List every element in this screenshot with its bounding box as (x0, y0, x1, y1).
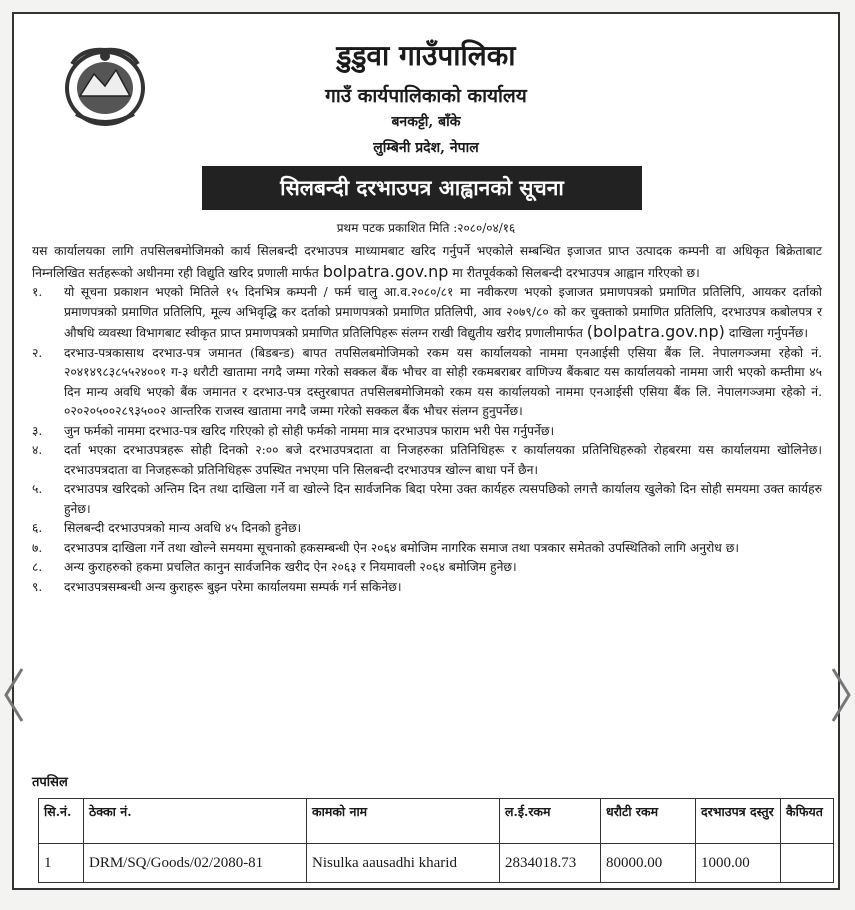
column-header: दरभाउपत्र दस्तुर (696, 799, 781, 844)
item-number: ४. (32, 443, 43, 457)
item-text: दरभाउपत्रसम्बन्धी अन्य कुराहरू बुझ्न परेमा कार्यालयमा सम्पर्क गर्न सकिनेछ। (64, 579, 402, 594)
table-cell: DRM/SQ/Goods/02/2080-81 (84, 844, 307, 883)
list-item (32, 344, 822, 422)
office-location: बनकट्टी, बाँके (391, 114, 461, 130)
municipality-title: डुडुवा गाउँपालिका (336, 39, 516, 72)
schedule-title: तपसिल (32, 775, 68, 790)
item-number: ६. (32, 521, 43, 535)
column-header: सि.नं. (39, 799, 84, 844)
item-text: जुन फर्मको नाममा दरभाउ-पत्र खरिद गरिएको हो सोही फर्मको नाममा मात्र दरभाउपत्र फाराम भरी पेस गर्नुपर्नेछ। (64, 423, 555, 438)
item-number: ५. (32, 482, 43, 496)
list-item (32, 519, 822, 539)
province-country: लुम्बिनी प्रदेश, नेपाल (373, 140, 479, 156)
table-cell (781, 844, 834, 883)
table-row (39, 844, 834, 883)
list-item (32, 422, 822, 442)
list-item (32, 441, 822, 480)
bolpatra-link[interactable]: bolpatra.gov.np (322, 261, 449, 281)
item-number: ९. (32, 579, 43, 594)
intro-text: यस कार्यालयका लागि तपसिलबमोजिमको कार्य सिलबन्दी दरभाउपत्र माध्यामबाट खरिद गर्नुपर्ने भएकोले सम्बन्धित इजाजत प्राप्त उत्पादक कम्पनी वा अधिकृत बिक्रेताबाट निम्नलिखित सर्तहरूको अधीनमा रही विद्युति खरिद प्रणाली मार्फत (32, 244, 822, 280)
item-text: दरभाउपत्र खरिदको अन्तिम दिन तथा दाखिला गर्ने वा खोल्ने दिन सार्वजनिक बिदा परेमा उक्त कार्यहरु त्यसपछिको लगत्तै कार्यालय खुलेको दिन सोही समयमा उक्त कार्यहरु हुनेछ। (64, 482, 822, 516)
list-item (32, 283, 822, 344)
item-text: दर्ता भएका दरभाउपत्रहरू सोही दिनको २:०० बजे दरभाउपत्रदाता वा निजहरुका प्रतिनिधिहरू र कार्यालयका प्रतिनिधिहरुको रोहबरमा यस कार्यालयमा खोलिनेछ। दरभाउपत्रदाता वा निजहरूको प्रतिनिधिहरू उपस्थित नभएमा पनि सिलबन्दी दरभाउपत्र खोल्न बाधा पर्ने छैन। (64, 443, 822, 477)
table-cell: 1 (39, 844, 84, 883)
table-cell: Nisulka aausadhi kharid (307, 844, 500, 883)
table-cell: 1000.00 (696, 844, 781, 883)
table-cell: 2834018.73 (500, 844, 601, 883)
item-text: दरभाउपत्र दाखिला गर्ने तथा खोल्ने समयमा सूचनाको हकसम्बन्धी ऐन २०६४ बमोजिम नागरिक समाज तथा पत्रकार समेतको उपस्थितिको लागि अनुरोध छ। (64, 540, 740, 555)
intro-paragraph (32, 242, 822, 283)
notice-document (12, 12, 840, 890)
item-text: अन्य कुराहरुको हकमा प्रचलित कानुन सार्वजनिक खरीद ऐन २०६३ र नियमावली २०६४ बमोजिम हुनेछ। (64, 560, 517, 574)
office-name: गाउँ कार्यपालिकाको कार्यालय (325, 85, 527, 107)
notice-body (32, 242, 822, 597)
column-header: धरौटी रकम (601, 799, 696, 844)
item-number: ८. (32, 560, 43, 574)
item-number: १. (32, 285, 43, 299)
item-number: ३. (32, 423, 43, 438)
item-number: २. (32, 345, 43, 360)
item-text (64, 283, 822, 344)
schedule-table (38, 798, 834, 883)
item-text-main: यो सूचना प्रकाशन भएको मितिले १५ दिनभित्र कम्पनी / फर्म चालु आ.व.२०८०/८१ मा नवीकरण भएको इजाजत प्रमाणपत्रको प्रमाणित प्रतिलिपि, आयकर दर्ताको प्रमाणपत्रको प्रमाणित प्रतिलिपि, मूल्य अभिवृद्धि कर दर्ताको प्रमाणपत्रको प्रमाणित प्रतिलिपी, आव २०७९/८० को कर चुक्ताको प्रमाणित प्रतिलिपि, दरभाउपत्र कबोलपत्र र औषधि व्यवस्था विभागबाट स्वीकृत प्राप्त प्रमाणपत्रको प्रमाणित प्रतिलिपिहरू संलग्न राखी विद्युतीय खरीद प्रणालीमार्फत (64, 285, 822, 340)
table-cell: 80000.00 (601, 844, 696, 883)
chevron-left-icon[interactable] (2, 665, 24, 725)
notice-banner: सिलबन्दी दरभाउपत्र आह्वानको सूचना (202, 166, 642, 210)
column-header: कैफियत (781, 799, 834, 844)
list-item (32, 578, 822, 598)
bolpatra-link[interactable]: (bolpatra.gov.np) (586, 322, 725, 341)
item-number: ७. (32, 540, 43, 555)
table-header-row (39, 799, 834, 844)
list-item (32, 539, 822, 559)
column-header: कामको नाम (307, 799, 500, 844)
list-item (32, 558, 822, 578)
column-header: ठेक्का नं. (84, 799, 307, 844)
intro-text-end: मा रीतपूर्वकको सिलबन्दी दरभाउपत्र आह्वान गरिएको छ। (452, 265, 700, 280)
publication-date: प्रथम पटक प्रकाशित मिति :२०८०/०४/१६ (336, 221, 516, 235)
item-text-end: दाखिला गर्नुपर्नेछ। (728, 326, 809, 340)
chevron-right-icon[interactable] (831, 665, 853, 725)
column-header: ल.ई.रकम (500, 799, 601, 844)
item-text: सिलबन्दी दरभाउपत्रको मान्य अवधि ४५ दिनको हुनेछ। (64, 521, 302, 535)
item-text: दरभाउ-पत्रकासाथ दरभाउ-पत्र जमानत (बिडबन्ड) बापत तपसिलबमोजिमको रकम यस कार्यालयको नाममा एनआईसी एसिया बैंक लि. नेपालगञ्जमा रहेको नं. २०४१४९८३८५५२४००१ ग-३ धरौटी खातामा नगदै जम्मा गरेको सक्कल बैंक भौचर वा सोही रकमबराबर वाणिज्य बैंकबाट यस कार्यालयको नाममा जारी भएको कम्तीमा ४५ दिन मान्य अवधि भएको बैंक जमानत र दरभाउ-पत्र दस्तुरबापत तपसिलबमोजिमको रकम यस कार्यालयको नाममा एनआईसी एसिया बैंक लि. नेपालगञ्जमा रहेको नं. ०२०२०५००२८९३५००२ आन्तरिक राजस्व खातामा नगदै जम्मा गरेको सक्कल बैंक भौचर संलग्न हुनुपर्नेछ। (64, 345, 822, 418)
list-item (32, 480, 822, 519)
